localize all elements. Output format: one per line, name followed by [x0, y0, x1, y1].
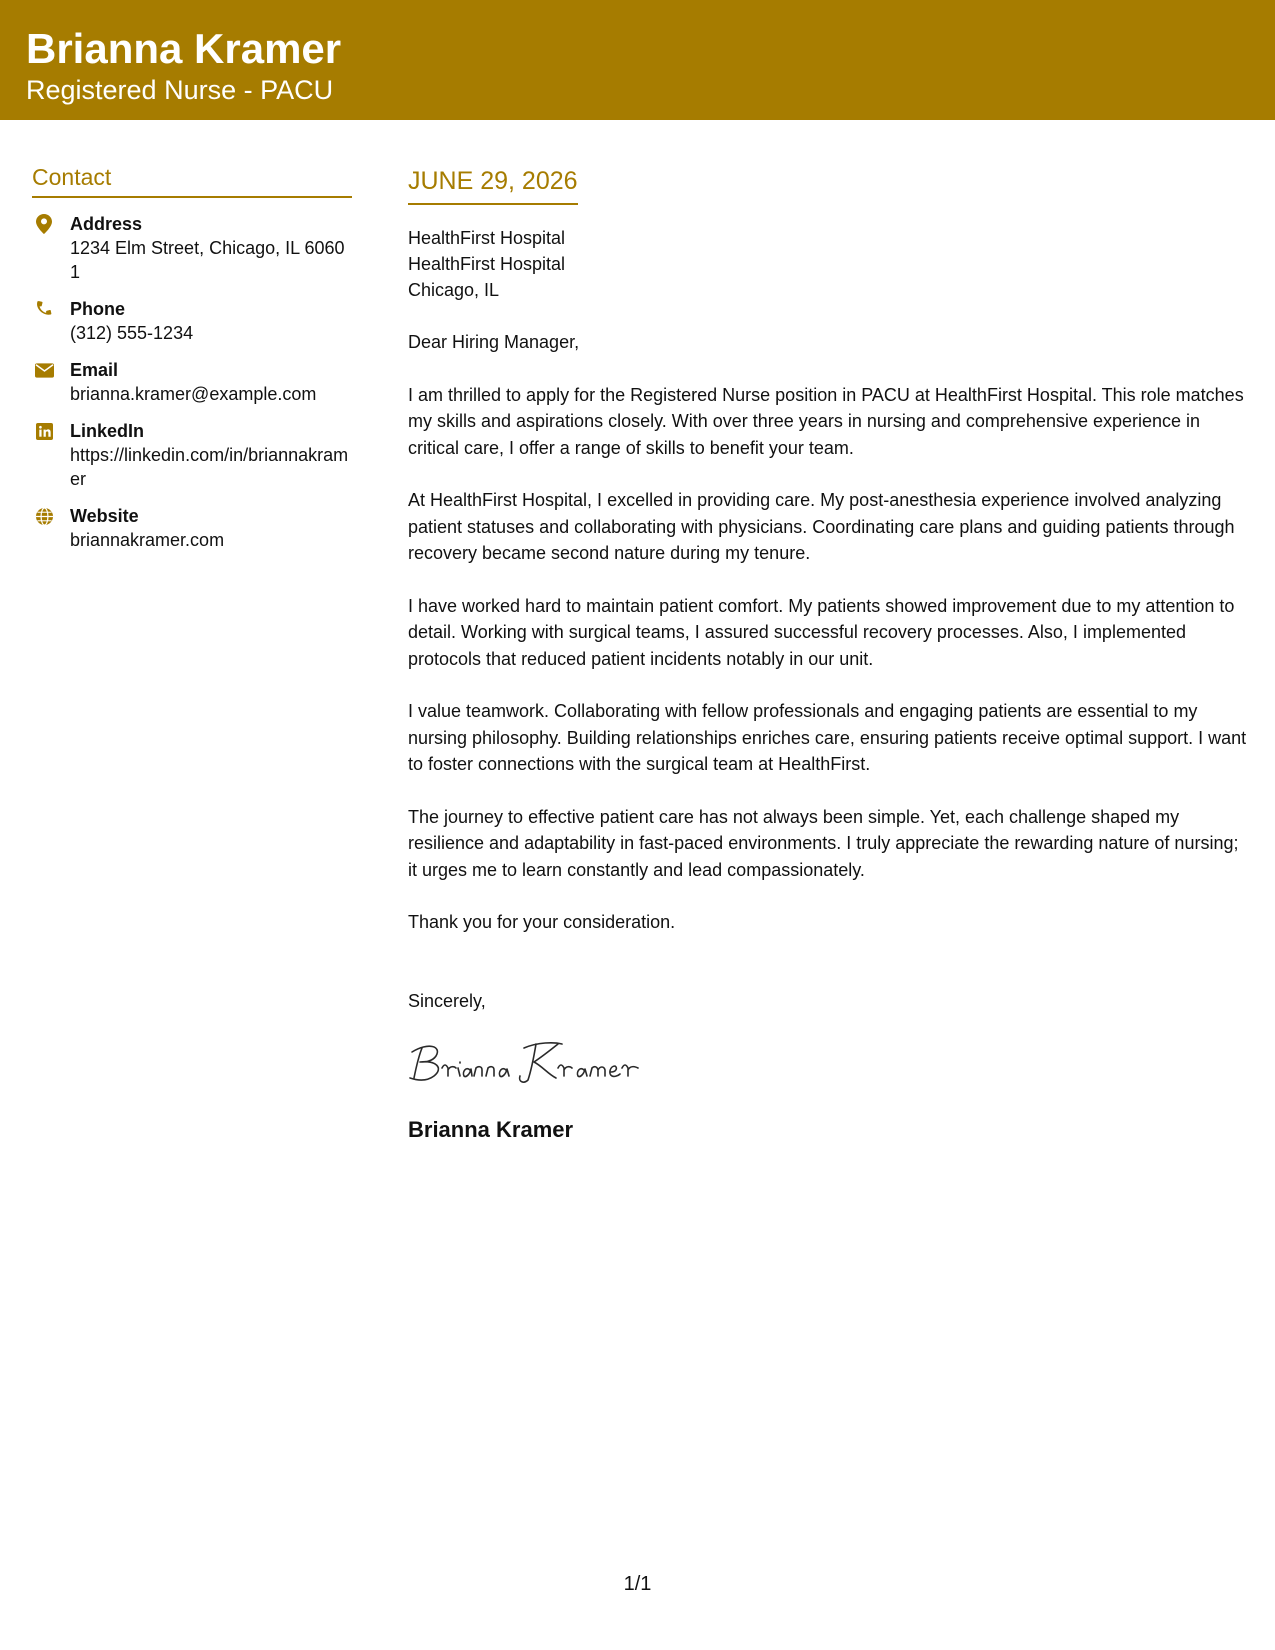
letter-body	[408, 165, 1248, 1144]
address-label: Address	[70, 214, 143, 234]
website-value[interactable]: briannakramer.com	[70, 530, 225, 550]
phone-icon	[34, 299, 54, 319]
applicant-name: Brianna Kramer	[26, 25, 342, 72]
letter-paragraph: I value teamwork. Collaborating with fellow professionals and engaging patients are essential to my nursing philosophy. Building relationships enriches care, ensuring patients receive optimal support. I want to foster connections with the surgical team at HealthFirst.	[408, 701, 1247, 774]
recipient-block	[408, 225, 1248, 303]
recipient-line: HealthFirst Hospital	[408, 228, 566, 248]
contact-item-phone	[32, 297, 352, 345]
letter-paragraph: I am thrilled to apply for the Registered Nurse position in PACU at HealthFirst Hospital. This role matches my skills and aspirations closely. With over three years in nursing and comprehensive experience in critical care, I offer a range of skills to benefit your team.	[408, 384, 1244, 458]
globe-icon	[34, 506, 54, 526]
envelope-icon	[34, 360, 54, 380]
website-label: Website	[70, 506, 139, 526]
linkedin-label: LinkedIn	[70, 421, 145, 441]
letter-paragraph: The journey to effective patient care has not always been simple. Yet, each challenge shaped my resilience and adaptability in fast-paced environments. I truly appreciate the rewarding nature of nursing; it urges me to learn constantly and lead compassionately.	[408, 806, 1239, 880]
signed-name: Brianna Kramer	[408, 1116, 574, 1142]
salutation: Dear Hiring Manager,	[408, 332, 580, 352]
linkedin-icon	[34, 421, 54, 441]
contact-list	[32, 212, 352, 552]
contact-sidebar	[32, 162, 352, 565]
location-pin-icon	[34, 214, 54, 234]
contact-item-email	[32, 358, 352, 406]
letter-paragraph: I have worked hard to maintain patient comfort. My patients showed improvement due to my attention to detail. Working with surgical teams, I assured successful recovery processes. Also, I implemented protocols that reduced patient incidents notably in our unit.	[408, 595, 1235, 669]
letter-paragraph: Thank you for your consideration.	[408, 912, 676, 932]
letter-date: JUNE 29, 2026	[408, 165, 578, 205]
recipient-line: Chicago, IL	[408, 280, 500, 300]
linkedin-value[interactable]: https://linkedin.com/in/briannakramer	[70, 445, 349, 489]
closing: Sincerely,	[408, 990, 486, 1011]
contact-heading: Contact	[32, 162, 352, 198]
email-value: brianna.kramer@example.com	[70, 384, 317, 404]
contact-item-address	[32, 212, 352, 284]
job-title: Registered Nurse - PACU	[26, 75, 334, 105]
contact-item-linkedin	[32, 419, 352, 491]
recipient-line: HealthFirst Hospital	[408, 254, 566, 274]
phone-value: (312) 555-1234	[70, 323, 194, 343]
contact-item-website	[32, 504, 352, 552]
header-banner	[0, 0, 1275, 120]
address-value: 1234 Elm Street, Chicago, IL 60601	[70, 238, 345, 282]
handwritten-signature	[408, 1038, 1248, 1096]
phone-label: Phone	[70, 299, 126, 319]
letter-paragraph: At HealthFirst Hospital, I excelled in providing care. My post-anesthesia experience involved analyzing patient statuses and collaborating with physicians. Coordinating care plans and guiding patients through recovery became second nature during my tenure.	[408, 490, 1235, 563]
email-label: Email	[70, 360, 119, 380]
page-number: 1/1	[623, 1573, 652, 1595]
